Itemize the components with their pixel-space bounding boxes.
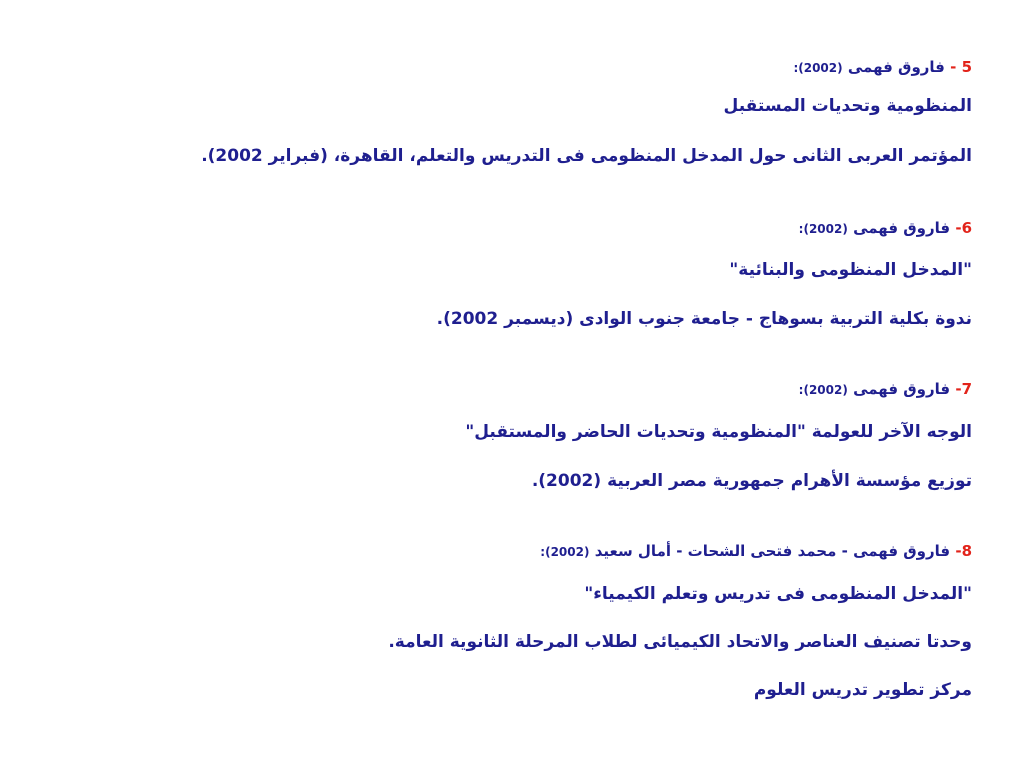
- reference-year: (2002):: [540, 545, 590, 559]
- reference-8-title: "المدخل المنظومى فى تدريس وتعلم الكيمياء": [584, 584, 972, 604]
- reference-6-publisher: ندوة بكلية التربية بسوهاج - جامعة جنوب الوادى (ديسمبر 2002).: [436, 309, 972, 329]
- reference-author: فاروق فهمى - محمد فتحى الشحات - أمال سعيد: [594, 542, 951, 560]
- reference-7-publisher: توزيع مؤسسة الأهرام جمهورية مصر العربية (2002).: [531, 471, 972, 491]
- reference-8-publisher: مركز تطوير تدريس العلوم: [753, 680, 972, 700]
- reference-8-description: وحدتا تصنيف العناصر والاتحاد الكيميائى لطلاب المرحلة الثانوية العامة.: [388, 632, 972, 652]
- reference-5-publisher: المؤتمر العربى الثانى حول المدخل المنظومى فى التدريس والتعلم، القاهرة، (فبراير 2002).: [201, 146, 972, 166]
- reference-6-heading: [799, 216, 972, 241]
- reference-number: 8-: [955, 542, 972, 560]
- reference-year: (2002):: [798, 222, 848, 236]
- reference-year: (2002):: [798, 383, 848, 397]
- reference-number: 6-: [955, 219, 972, 237]
- reference-7-heading: [799, 377, 972, 402]
- reference-year: (2002):: [793, 61, 843, 75]
- reference-author: فاروق فهمى: [847, 58, 945, 76]
- reference-5-heading: [793, 55, 972, 80]
- reference-number: 7-: [955, 380, 972, 398]
- reference-author: فاروق فهمى: [853, 380, 951, 398]
- reference-7-title: الوجه الآخر للعولمة "المنظومية وتحديات الحاضر والمستقبل": [465, 422, 972, 442]
- reference-author: فاروق فهمى: [853, 219, 951, 237]
- reference-5-title: المنظومية وتحديات المستقبل: [723, 96, 972, 116]
- reference-6-title: "المدخل المنظومى والبنائية": [729, 260, 972, 280]
- reference-number: 5 -: [950, 58, 972, 76]
- reference-8-heading: [540, 539, 972, 564]
